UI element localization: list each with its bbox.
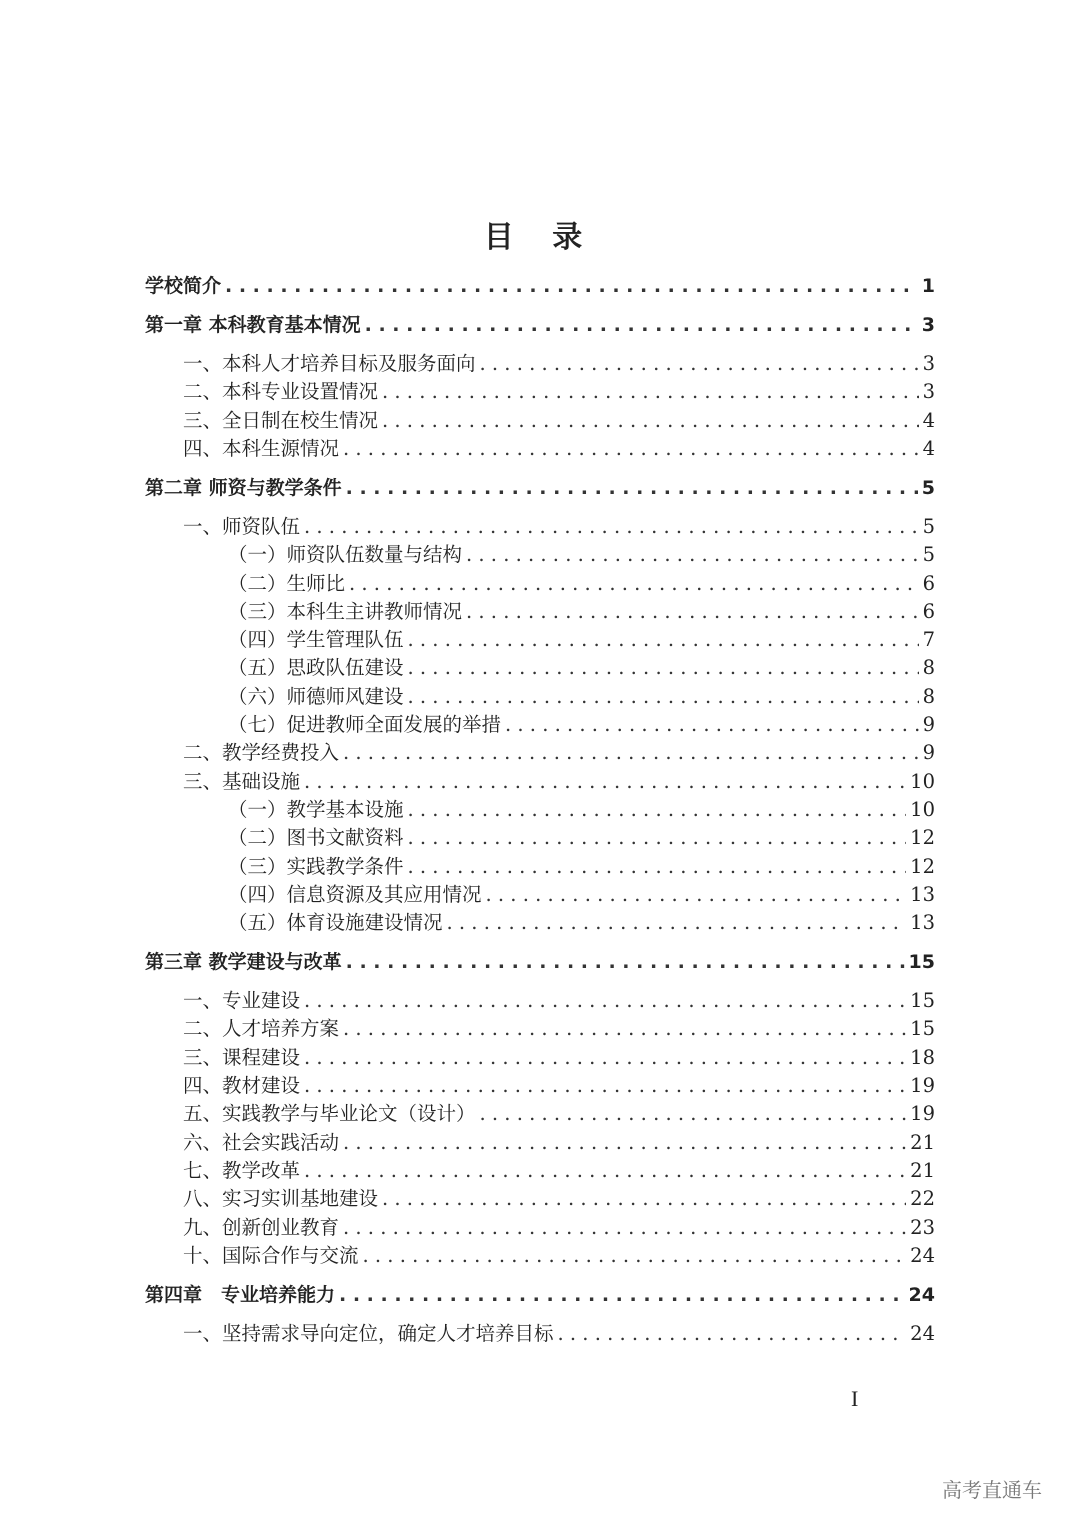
toc-entry[interactable] <box>228 541 935 569</box>
dot-leader <box>408 654 919 682</box>
toc-entry[interactable] <box>228 711 935 739</box>
dot-leader <box>339 1281 905 1309</box>
dot-leader <box>304 1157 906 1185</box>
toc-entry-title: （二）生师比 <box>228 571 346 595</box>
dot-leader <box>505 711 919 739</box>
toc-entry-title: （二）图书文献资料 <box>228 826 404 850</box>
toc-entry-page: 3 <box>922 380 935 404</box>
toc-entry-title: 二、教学经费投入 <box>183 741 340 765</box>
toc-entry[interactable] <box>228 909 935 937</box>
dot-leader <box>558 1320 907 1348</box>
dot-leader <box>346 948 905 976</box>
toc-entry-title: （三）实践教学条件 <box>228 854 404 878</box>
toc-entry-page: 19 <box>910 1074 935 1097</box>
toc-entry-page: 8 <box>922 684 935 708</box>
toc-entry-page: 19 <box>910 1102 935 1126</box>
toc-entry-title: 四、教材建设 <box>183 1074 301 1097</box>
toc-entry-title: 六、社会实践活动 <box>183 1130 340 1154</box>
toc-entry[interactable] <box>183 378 935 406</box>
toc-entry-title: （七）促进教师全面发展的举措 <box>228 713 502 736</box>
toc-entry-page: 23 <box>910 1215 935 1239</box>
toc-chapter-entry[interactable] <box>145 272 935 300</box>
dot-leader <box>382 1185 906 1213</box>
watermark: 高考直通车 <box>942 1478 1042 1502</box>
toc-entry-page: 13 <box>910 882 935 906</box>
toc-entry-page: 5 <box>922 543 935 567</box>
toc-entry-page: 10 <box>910 797 935 821</box>
toc-entry-title: 一、本科人才培养目标及服务面向 <box>183 352 476 375</box>
toc-entry-page: 1 <box>921 275 935 297</box>
dot-leader <box>480 1100 907 1128</box>
toc-entry-page: 21 <box>910 1158 935 1182</box>
toc-entry-page: 15 <box>908 951 935 974</box>
toc-entry-title: 一、师资队伍 <box>183 514 301 538</box>
toc-entry-title: （三）本科生主讲教师情况 <box>228 599 463 623</box>
toc-entry[interactable] <box>228 796 935 824</box>
dot-leader <box>343 1129 906 1157</box>
toc-entry[interactable] <box>183 1214 935 1242</box>
toc-entry-title: 三、课程建设 <box>183 1045 301 1069</box>
dot-leader <box>382 378 919 406</box>
toc-entry-title: （四）信息资源及其应用情况 <box>228 882 482 906</box>
dot-leader <box>466 541 919 569</box>
dot-leader <box>480 350 919 378</box>
toc-entry[interactable] <box>228 824 935 852</box>
toc-entry[interactable] <box>228 598 935 626</box>
toc-title: 目 录 <box>483 220 597 255</box>
toc-entry-page: 12 <box>910 826 935 850</box>
toc-entry[interactable] <box>183 1072 935 1100</box>
toc-entry-page: 8 <box>922 656 935 680</box>
dot-leader <box>304 1044 906 1072</box>
dot-leader <box>408 626 919 654</box>
toc-entry[interactable] <box>183 1044 935 1072</box>
dot-leader <box>343 1214 906 1242</box>
dot-leader <box>365 311 918 339</box>
toc-entry[interactable] <box>183 350 935 378</box>
toc-entry-title: （一）教学基本设施 <box>228 797 404 821</box>
toc-entry-page: 3 <box>921 314 935 336</box>
toc-entry-page: 24 <box>910 1321 935 1345</box>
toc-entry-page: 5 <box>921 476 935 499</box>
toc-entry-page: 24 <box>908 1283 935 1306</box>
toc-entry[interactable] <box>183 1015 935 1043</box>
page-number: I <box>851 1386 859 1411</box>
toc-entry-page: 15 <box>910 989 935 1013</box>
toc-entry-title: 二、本科专业设置情况 <box>183 380 379 404</box>
toc-entry[interactable] <box>228 683 935 711</box>
dot-leader <box>408 796 907 824</box>
dot-leader <box>304 1072 906 1100</box>
toc-entry-title: 四、本科生源情况 <box>183 436 340 460</box>
toc-chapter-entry[interactable] <box>145 311 935 339</box>
dot-leader <box>363 1242 907 1270</box>
toc-entry-page: 24 <box>910 1243 935 1267</box>
toc-entry[interactable] <box>228 853 935 881</box>
dot-leader <box>408 683 919 711</box>
toc-entry[interactable] <box>183 768 935 796</box>
dot-leader <box>382 407 919 435</box>
toc-entry[interactable] <box>183 1185 935 1213</box>
toc-entry-title: （五）思政队伍建设 <box>228 656 404 680</box>
dot-leader <box>304 987 906 1015</box>
toc-entry-title: 三、全日制在校生情况 <box>183 408 379 432</box>
toc-entry-title: 三、基础设施 <box>183 769 301 793</box>
toc-entry-page: 6 <box>922 599 935 623</box>
toc-entry-page: 13 <box>910 911 935 935</box>
toc-entry-page: 3 <box>922 352 935 375</box>
toc-entry-title: 二、人才培养方案 <box>183 1017 340 1041</box>
dot-leader <box>346 474 918 502</box>
toc-entry-title: 第三章 教学建设与改革 <box>145 951 342 974</box>
toc-entry-title: 五、实践教学与毕业论文（设计） <box>183 1102 476 1126</box>
dot-leader <box>408 853 907 881</box>
toc-chapter-entry[interactable] <box>145 948 935 976</box>
toc-entry-title: 七、教学改革 <box>183 1158 301 1182</box>
toc-entry[interactable] <box>183 435 935 463</box>
toc-entry-page: 4 <box>922 436 935 460</box>
toc-entry[interactable] <box>228 626 935 654</box>
toc-entry-title: 一、坚持需求导向定位，确定人才培养目标 <box>183 1321 554 1345</box>
toc-entry-page: 18 <box>910 1045 935 1069</box>
toc-entry[interactable] <box>228 881 935 909</box>
toc-entry[interactable] <box>183 739 935 767</box>
dot-leader <box>304 513 919 541</box>
toc-chapter-entry[interactable] <box>145 1281 935 1309</box>
toc-entry[interactable] <box>183 513 935 541</box>
dot-leader <box>225 272 918 300</box>
toc-chapter-entry[interactable] <box>145 474 935 502</box>
toc-entry[interactable] <box>183 1100 935 1128</box>
toc-entry-page: 21 <box>910 1130 935 1154</box>
toc-entry-title: 九、创新创业教育 <box>183 1215 340 1239</box>
dot-leader <box>408 824 907 852</box>
toc-entry-title: 学校简介 <box>145 275 222 297</box>
toc-entry-title: 第四章 专业培养能力 <box>145 1283 336 1306</box>
toc-entry-title: （五）体育设施建设情况 <box>228 911 443 935</box>
toc-entry-page: 4 <box>922 408 935 432</box>
toc-entry-page: 22 <box>910 1187 935 1211</box>
toc-entry-page: 6 <box>922 571 935 595</box>
toc-entry[interactable] <box>183 987 935 1015</box>
toc-entry-title: 八、实习实训基地建设 <box>183 1187 379 1211</box>
toc-entry[interactable] <box>228 654 935 682</box>
toc-entry[interactable] <box>183 1242 935 1270</box>
toc-entry-title: （六）师德师风建设 <box>228 684 404 708</box>
toc-entry-title: （一）师资队伍数量与结构 <box>228 543 463 567</box>
dot-leader <box>343 1015 906 1043</box>
toc-entry-title: 第二章 师资与教学条件 <box>145 476 342 499</box>
toc-entry-title: （四）学生管理队伍 <box>228 628 404 652</box>
toc-entry[interactable] <box>183 407 935 435</box>
dot-leader <box>349 570 919 598</box>
toc-entry-page: 15 <box>910 1017 935 1041</box>
toc-entry[interactable] <box>183 1320 935 1348</box>
toc-entry-page: 9 <box>922 713 935 736</box>
toc-entry-title: 第一章 本科教育基本情况 <box>145 314 361 336</box>
toc-entry-page: 9 <box>922 741 935 765</box>
dot-leader <box>466 598 919 626</box>
toc-entry-page: 12 <box>910 854 935 878</box>
toc-entry-title: 十、国际合作与交流 <box>183 1243 359 1267</box>
toc-entry-title: 一、专业建设 <box>183 989 301 1013</box>
dot-leader <box>304 768 906 796</box>
toc-entry-page: 7 <box>922 628 935 652</box>
dot-leader <box>343 435 919 463</box>
toc-entry-page: 5 <box>922 514 935 538</box>
dot-leader <box>343 739 919 767</box>
toc-entry-page: 10 <box>910 769 935 793</box>
toc-entry[interactable] <box>183 1129 935 1157</box>
toc-entry[interactable] <box>183 1157 935 1185</box>
dot-leader <box>447 909 907 937</box>
dot-leader <box>486 881 907 909</box>
toc-entry[interactable] <box>228 570 935 598</box>
